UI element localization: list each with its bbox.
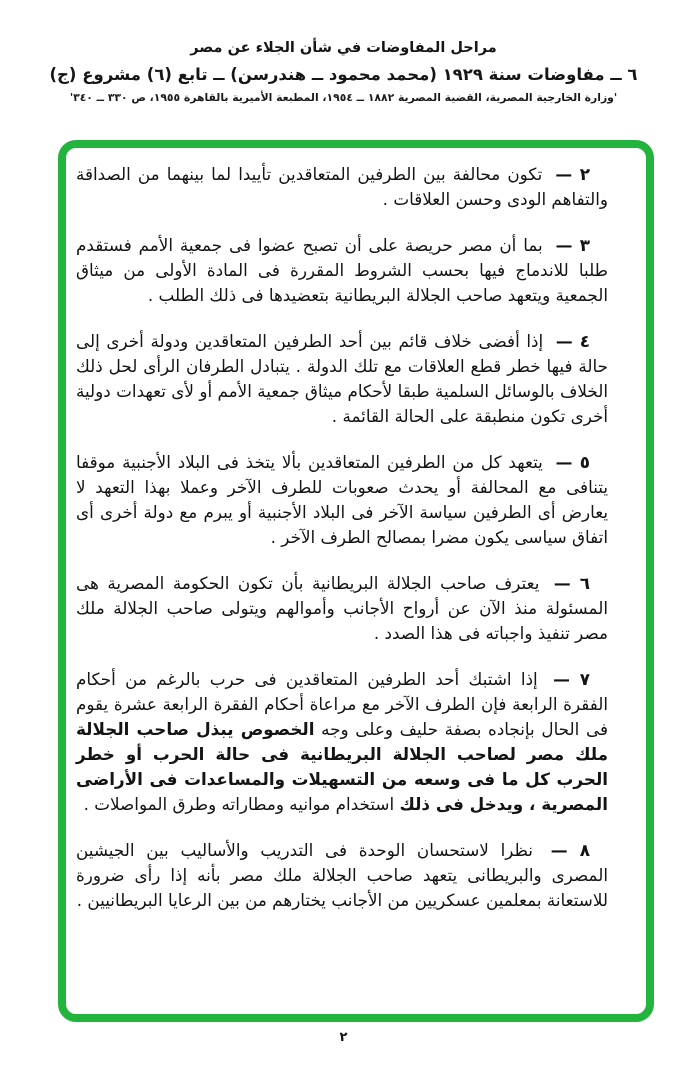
clause-8 xyxy=(76,838,608,913)
clause-2-number: ٢ — xyxy=(555,164,590,184)
page-title: مراحل المفاوضات في شأن الجلاء عن مصر xyxy=(190,40,497,56)
clause-8-text: نظرا لاستحسان الوحدة فى التدريب والأساليب بين الجيشين المصرى والبريطانى يتعهد صاحب الجلالة ملك مصر بأنه إذا رأى ضرورة للاستعانة بمعلمين عسكريين من الأجانب يختارهم من بين الرعايا البريطانيين . xyxy=(76,840,608,910)
clause-5-number: ٥ — xyxy=(555,452,590,472)
treaty-clauses-text xyxy=(76,162,608,934)
clause-4-text: إذا أفضى خلاف قائم بين أحد الطرفين المتعاقدين ودولة أخرى إلى حالة فيها خطر قطع العلاقات مع تلك الدولة . يتبادل الطرفان الرأى لحل ذلك الخلاف بالوسائل السلمية طبقا لأحكام ميثاق جمعية الأمم أو لأى تعهدات دولية أخرى تكون منطبقة على الحالة القائمة . xyxy=(76,331,608,426)
clause-7-text-bold: الخصوص يبذل صاحب الجلالة ملك مصر لصاحب الجلالة البريطانية فى حالة الحرب أو خطر الحرب كل ما فى وسعه من التسهيلات والمساعدات فى الأراضى المصرية ، ويدخل فى ذلك xyxy=(76,719,608,814)
clause-6-number: ٦ — xyxy=(553,573,590,593)
clause-2-text: تكون محالفة بين الطرفين المتعاقدين تأييدا لما بينهما من الصداقة والتفاهم الودى وحسن العلاقات . xyxy=(76,164,608,209)
clause-3-text: بما أن مصر حريصة على أن تصبح عضوا فى جمعية الأمم فستقدم طلبا للاندماج فيها بحسب الشروط المقررة فى المادة الأولى من ميثاق الجمعية ويتعهد صاحب الجلالة البريطانية بتعضيدها فى ذلك الطلب . xyxy=(76,235,608,305)
clause-4 xyxy=(76,329,608,429)
clause-6-text: يعترف صاحب الجلالة البريطانية بأن تكون الحكومة المصرية هى المسئولة منذ الآن عن أرواح الأجانب وأموالهم ويتولى صاحب الجلالة ملك مصر تنفيذ واجباته فى هذا الصدد . xyxy=(76,573,608,643)
clause-4-number: ٤ — xyxy=(555,331,590,351)
document-header xyxy=(0,40,687,104)
clause-7-text-end: استخدام موانيه ومطاراته وطرق المواصلات . xyxy=(83,794,395,814)
clause-3-number: ٣ — xyxy=(555,235,591,255)
green-frame-box xyxy=(58,140,654,1022)
clause-5-text: يتعهد كل من الطرفين المتعاقدين بألا يتخذ فى البلاد الأجنبية موقفا يتنافى مع المحالفة أو يحدث صعوبات للطرف الآخر وعملا بهذا التعهد لا يعارض أى الطرفين سياسة الآخر فى البلاد الأجنبية أو يبرم مع دولة أخرى أى اتفاق سياسى يكون مضرا بمصالح الطرف الآخر . xyxy=(76,452,608,547)
clause-2 xyxy=(76,162,608,212)
clause-8-number: ٨ — xyxy=(550,840,590,860)
page-number: ٢ xyxy=(339,1030,348,1045)
clause-5 xyxy=(76,450,608,550)
clause-6 xyxy=(76,571,608,646)
clause-7 xyxy=(76,667,608,817)
clause-7-text: إذا اشتبك أحد الطرفين المتعاقدين فى حرب بالرغم من أحكام الفقرة الرابعة فإن الطرف الآخر مع مراعاة أحكام الفقرة الرابعة عشرة يقوم فى الحال بإنجاده بصفة حليف وعلى وجه xyxy=(76,669,608,739)
clause-7-number: ٧ — xyxy=(553,669,590,689)
source-citation: 'وزارة الخارجية المصرية، القضية المصرية ١٨٨٢ ــ ١٩٥٤، المطبعة الأميرية بالقاهرة ١٩٥٥، ص ٣٣٠ ــ ٣٤٠' xyxy=(69,91,618,104)
clause-3 xyxy=(76,233,608,308)
document-subtitle: ٦ ــ مفاوضات سنة ١٩٢٩ (محمد محمود ــ هندرسن) ــ تابع (٦) مشروع (ج) xyxy=(49,65,638,84)
